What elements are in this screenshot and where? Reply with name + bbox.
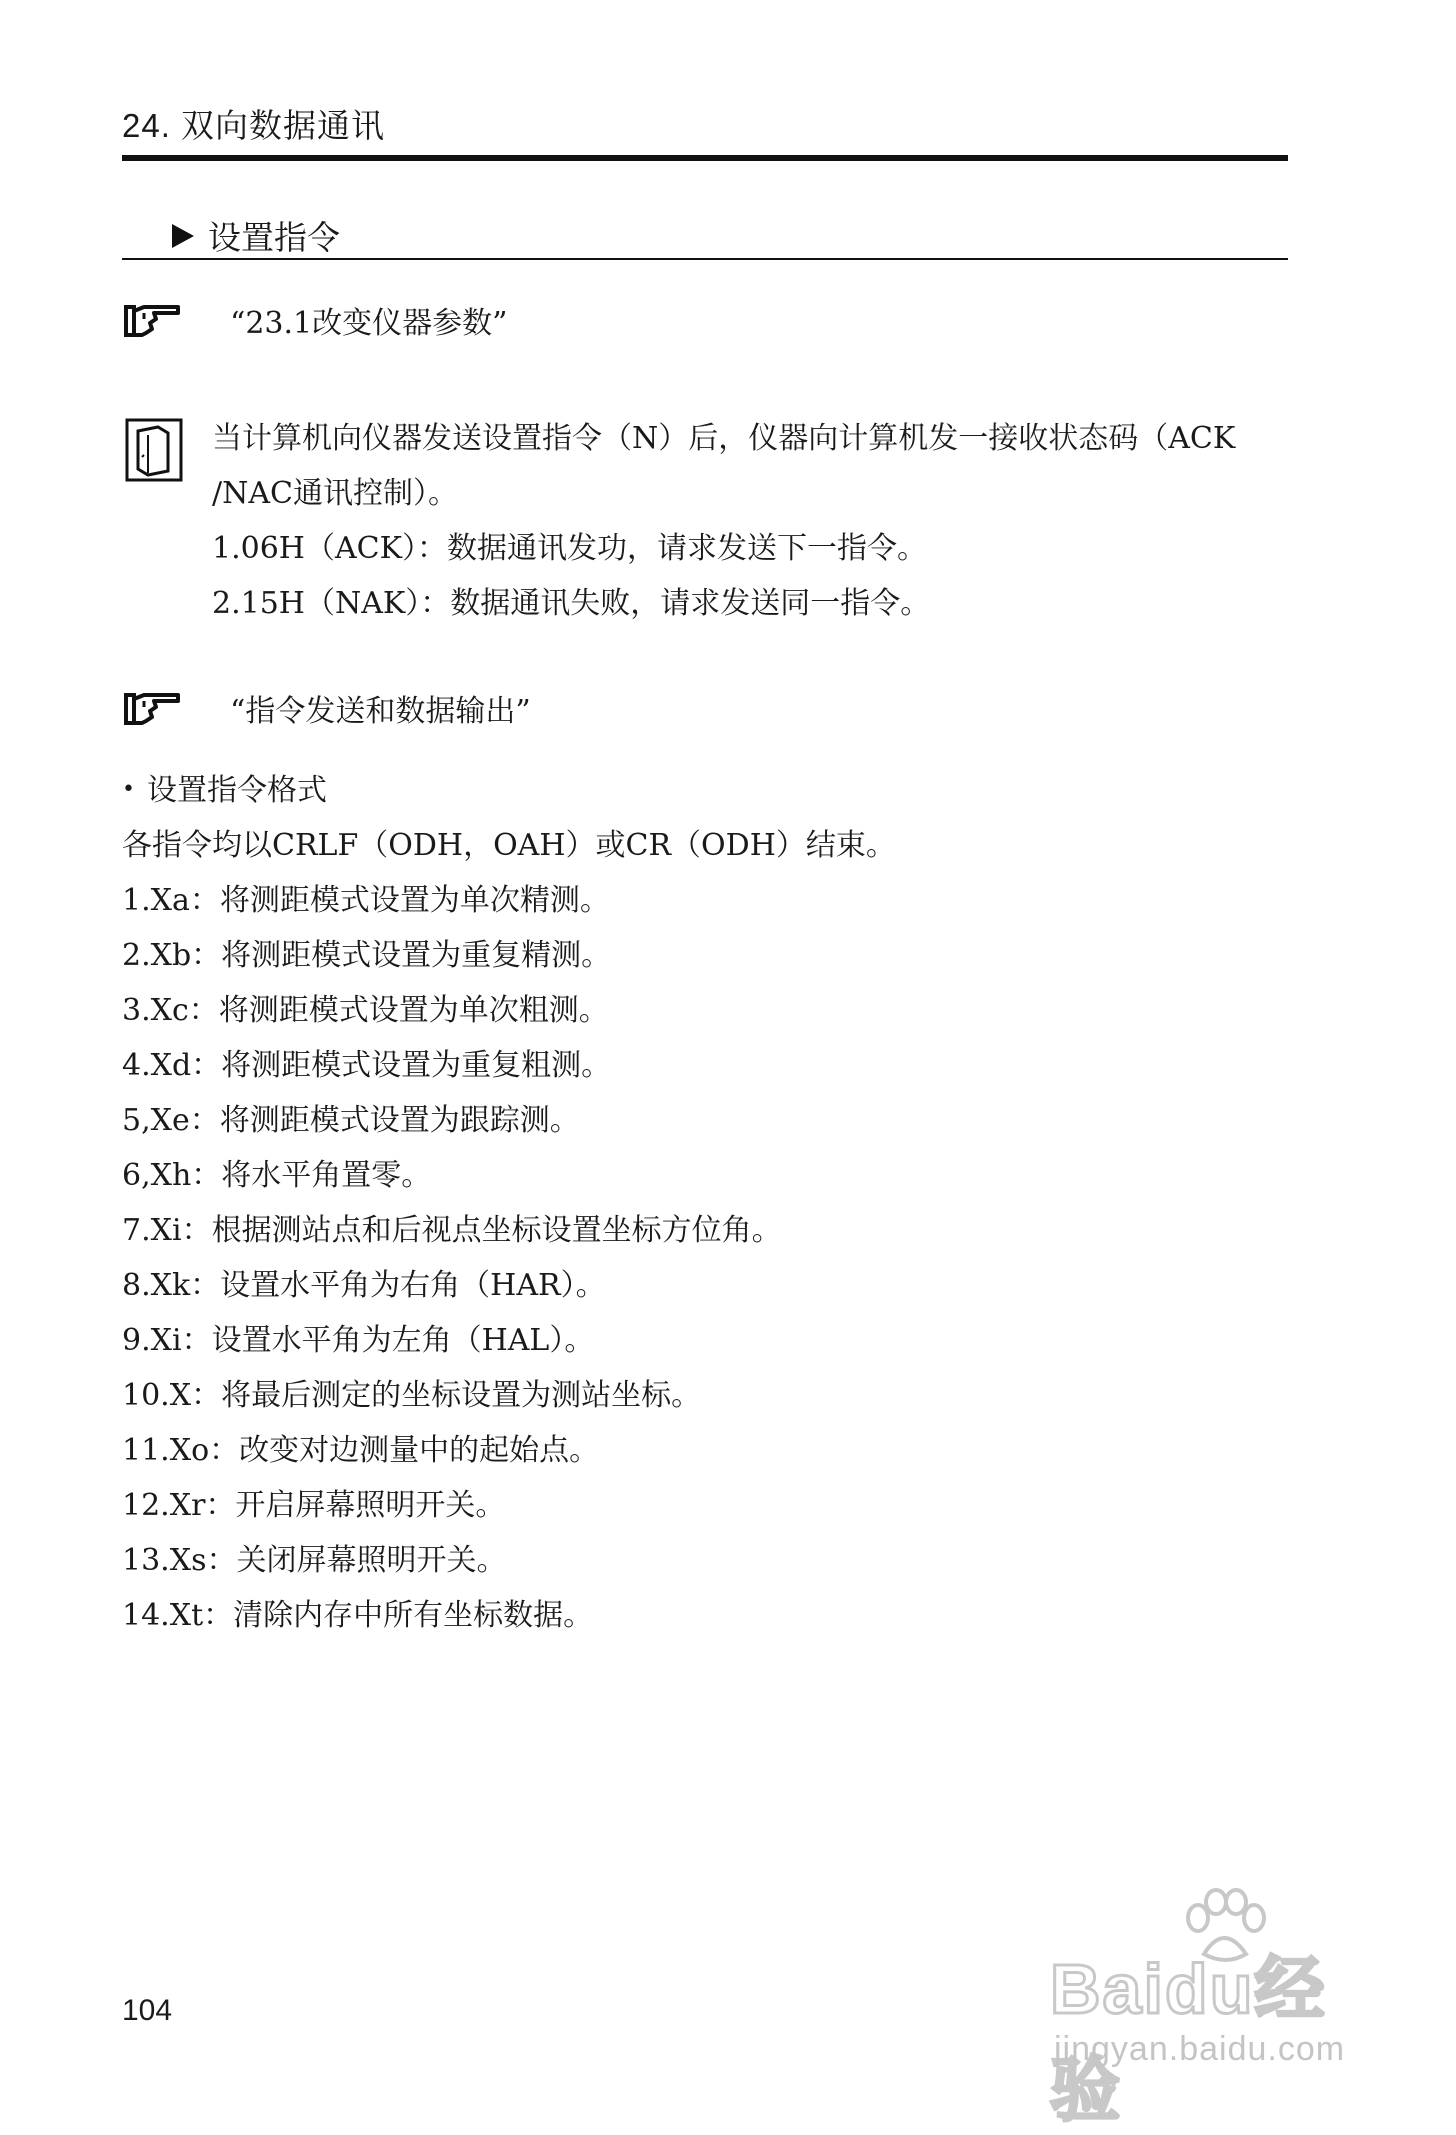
reference-row-1 <box>122 298 507 342</box>
watermark-logo: Baidu经验 <box>1050 1950 1327 2129</box>
bullet-icon: • <box>122 777 135 802</box>
note-line-1: 当计算机向仪器发送设置指令（N）后，仪器向计算机发一接收状态码（ACK <box>212 421 1236 456</box>
command-item: 12.Xr：开启屏幕照明开关。 <box>122 1488 506 1523</box>
triangle-bullet-icon <box>172 224 194 248</box>
page-number: 104 <box>122 1994 173 2027</box>
note-line-2: /NAC通讯控制）。 <box>212 476 458 511</box>
note-icon <box>124 417 184 483</box>
reference-text: “指令发送和数据输出” <box>230 694 531 729</box>
command-item: 14.Xt：清除内存中所有坐标数据。 <box>122 1598 594 1633</box>
command-item: 10.X：将最后测定的坐标设置为测站坐标。 <box>122 1378 702 1413</box>
pointing-hand-icon <box>122 687 182 729</box>
command-item: 9.Xi：设置水平角为左角（HAL）。 <box>122 1323 595 1358</box>
command-item: 5,Xe：将测距模式设置为跟踪测。 <box>122 1103 580 1138</box>
command-item: 6,Xh：将水平角置零。 <box>122 1158 432 1193</box>
command-item: 7.Xi：根据测站点和后视点坐标设置坐标方位角。 <box>122 1213 782 1248</box>
pointing-hand-icon <box>122 299 182 341</box>
note-line-4: 2.15H（NAK）：数据通讯失败，请求发送同一指令。 <box>212 586 931 621</box>
reference-text: “23.1改变仪器参数” <box>230 306 508 341</box>
command-item: 11.Xo：改变对边测量中的起始点。 <box>122 1433 600 1468</box>
command-item: 4.Xd：将测距模式设置为重复粗测。 <box>122 1048 612 1083</box>
command-item: 13.Xs：关闭屏幕照明开关。 <box>122 1543 507 1578</box>
command-item: 2.Xb：将测距模式设置为重复精测。 <box>122 938 612 973</box>
watermark <box>1050 1888 1390 2129</box>
watermark-url: jingyan.baidu.com <box>1054 2030 1346 2068</box>
format-intro: 各指令均以CRLF（ODH，OAH）或CR（ODH）结束。 <box>122 828 896 863</box>
chapter-title: 24. 双向数据通讯 <box>122 107 386 144</box>
note-line-3: 1.06H（ACK）：数据通讯发功，请求发送下一指令。 <box>212 531 927 566</box>
command-item: 8.Xk：设置水平角为右角（HAR）。 <box>122 1268 606 1303</box>
section-heading <box>172 212 340 259</box>
reference-row-2 <box>122 686 531 730</box>
chapter-rule <box>122 155 1288 161</box>
command-item: 1.Xa：将测距模式设置为单次精测。 <box>122 883 610 918</box>
section-title: 设置指令 <box>208 219 340 256</box>
command-item: 3.Xc：将测距模式设置为单次粗测。 <box>122 993 609 1028</box>
format-heading: • 设置指令格式 <box>122 773 327 808</box>
section-rule <box>122 258 1288 260</box>
